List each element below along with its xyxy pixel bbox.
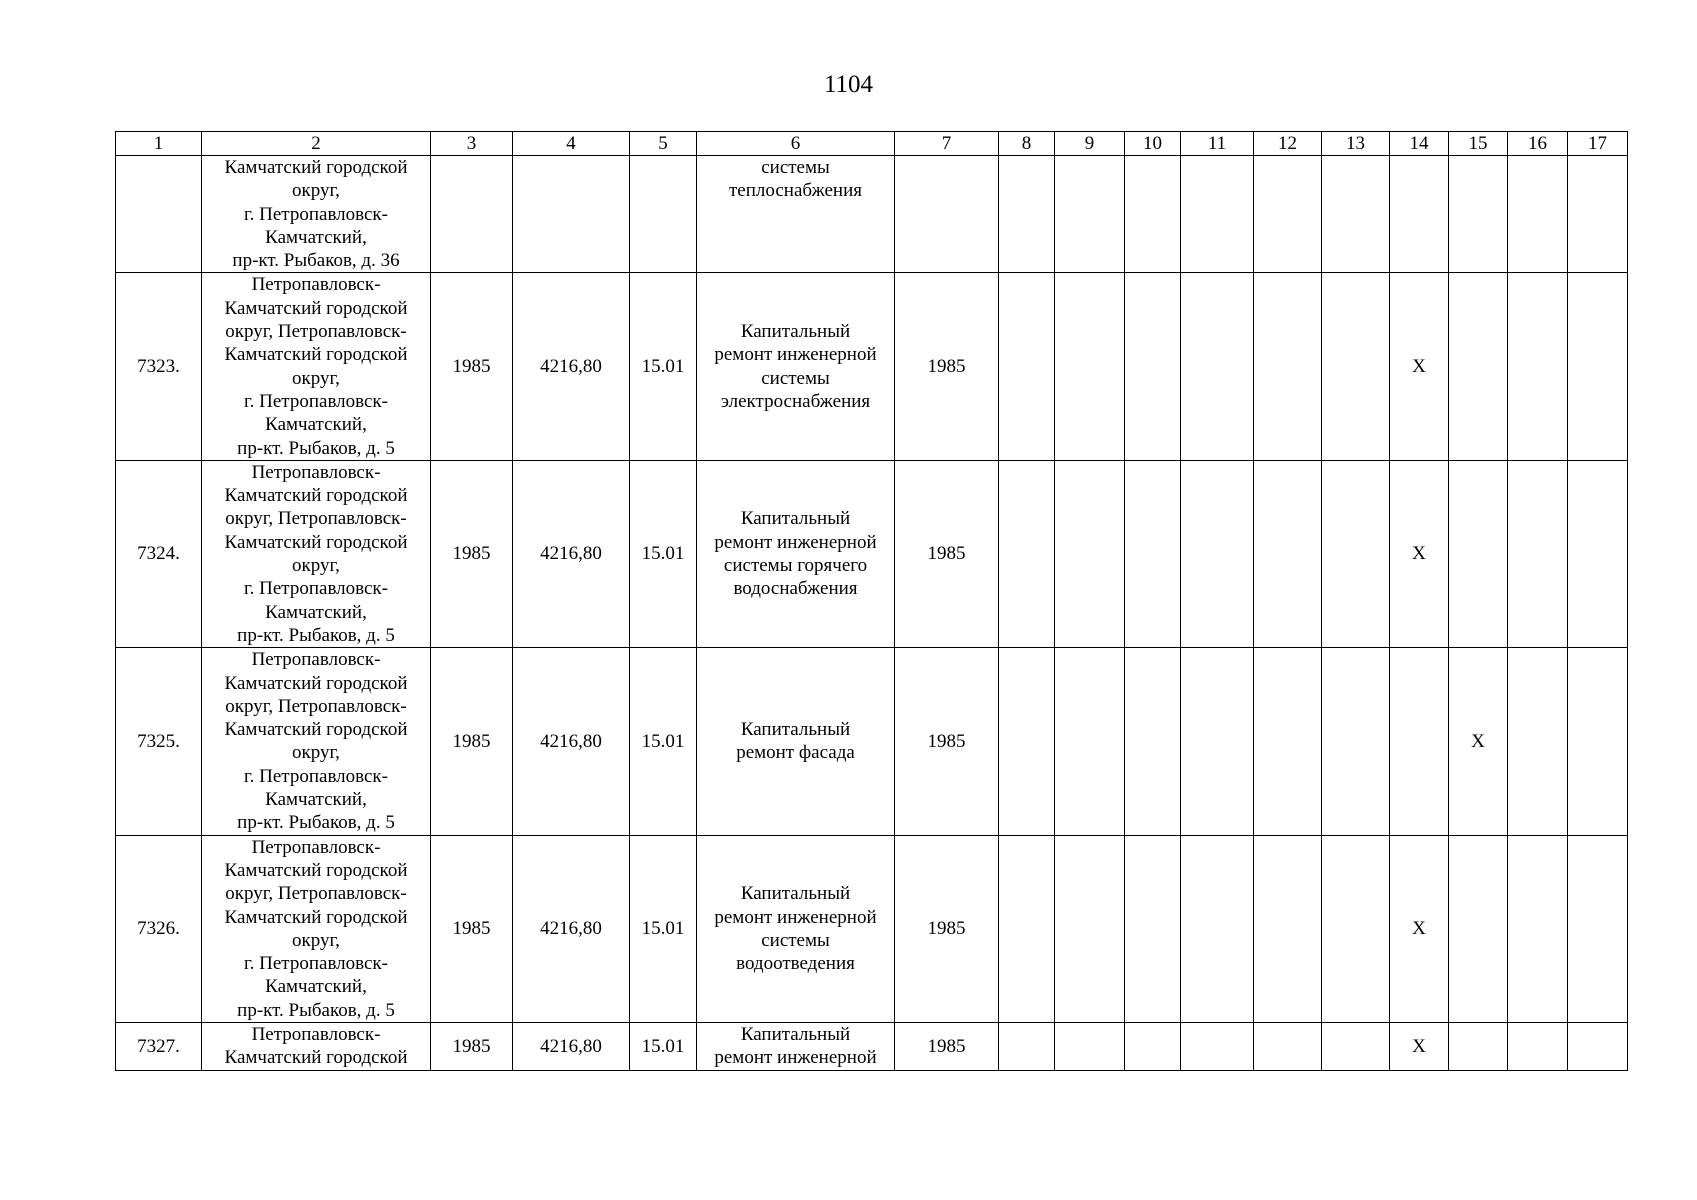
year-cell: 1985 bbox=[895, 460, 999, 647]
area-cell: 4216,80 bbox=[513, 1022, 630, 1070]
address-cell bbox=[202, 1022, 431, 1070]
address-cell-line: Петропавловск- bbox=[251, 461, 381, 483]
column-13-cell bbox=[1322, 460, 1390, 647]
address-cell bbox=[202, 835, 431, 1022]
column-header-17: 17 bbox=[1568, 132, 1628, 156]
column-8-cell bbox=[999, 156, 1055, 273]
work-type-cell-line: Капитальный bbox=[740, 321, 851, 343]
address-cell-line: Камчатский городской bbox=[224, 531, 408, 553]
address-cell-line: г. Петропавловск- bbox=[244, 203, 388, 225]
column-15-mark-cell bbox=[1449, 835, 1508, 1022]
address-cell-lines bbox=[202, 273, 430, 459]
column-9-cell bbox=[1055, 273, 1125, 460]
column-13-cell bbox=[1322, 648, 1390, 835]
work-type-cell-line: ремонт инженерной bbox=[714, 906, 877, 928]
work-type-cell-lines bbox=[697, 320, 894, 413]
work-type-cell-line: Капитальный bbox=[740, 1023, 851, 1045]
column-16-cell bbox=[1508, 1022, 1568, 1070]
column-16-cell bbox=[1508, 460, 1568, 647]
year-cell: 1985 bbox=[895, 1022, 999, 1070]
address-cell-lines bbox=[202, 1023, 430, 1070]
work-type-cell-lines bbox=[697, 1023, 894, 1070]
column-12-cell bbox=[1254, 460, 1322, 647]
column-16-cell bbox=[1508, 835, 1568, 1022]
work-type-cell-line: системы bbox=[761, 367, 830, 389]
column-14-mark-cell: X bbox=[1390, 835, 1449, 1022]
work-type-cell-line: теплоснабжения bbox=[729, 180, 862, 202]
work-type-cell-line: системы горячего bbox=[723, 555, 868, 577]
work-code-cell: 15.01 bbox=[630, 273, 697, 460]
column-17-cell bbox=[1568, 273, 1628, 460]
address-cell-line: Камчатский городской bbox=[224, 485, 408, 507]
work-type-cell-lines bbox=[697, 718, 894, 765]
address-cell-line: округ, Петропавловск- bbox=[225, 883, 407, 905]
column-9-cell bbox=[1055, 648, 1125, 835]
column-9-cell bbox=[1055, 460, 1125, 647]
year-cell: 1985 bbox=[895, 273, 999, 460]
column-header-10: 10 bbox=[1125, 132, 1181, 156]
area-cell: 4216,80 bbox=[513, 835, 630, 1022]
column-15-mark-cell: X bbox=[1449, 648, 1508, 835]
work-type-cell-line: системы bbox=[761, 929, 830, 951]
work-code-cell: 15.01 bbox=[630, 460, 697, 647]
column-13-cell bbox=[1322, 156, 1390, 273]
address-cell-line: округ, bbox=[292, 929, 340, 951]
table-row bbox=[116, 648, 1628, 835]
work-type-cell-lines bbox=[697, 882, 894, 975]
work-type-cell-line: электроснабжения bbox=[720, 390, 871, 412]
address-cell-line: округ, bbox=[292, 555, 340, 577]
year-built-cell: 1985 bbox=[431, 648, 513, 835]
address-cell-line: округ, bbox=[292, 742, 340, 764]
row-number-cell bbox=[116, 156, 202, 273]
area-cell: 4216,80 bbox=[513, 273, 630, 460]
column-17-cell bbox=[1568, 835, 1628, 1022]
address-cell-line: Камчатский городской bbox=[224, 906, 408, 928]
address-cell-line: пр-кт. Рыбаков, д. 5 bbox=[237, 812, 395, 834]
table-row bbox=[116, 156, 1628, 273]
work-type-cell-line: водоснабжения bbox=[733, 578, 858, 600]
column-header-6: 6 bbox=[697, 132, 895, 156]
column-17-cell bbox=[1568, 1022, 1628, 1070]
column-8-cell bbox=[999, 835, 1055, 1022]
address-cell-line: Камчатский городской bbox=[224, 859, 408, 881]
work-type-cell-lines bbox=[697, 156, 894, 203]
address-cell-line: Камчатский, bbox=[265, 414, 367, 436]
work-type-cell-line: Капитальный bbox=[740, 719, 851, 741]
work-type-cell-line: Капитальный bbox=[740, 508, 851, 530]
year-built-cell: 1985 bbox=[431, 273, 513, 460]
data-table bbox=[115, 131, 1628, 1071]
column-11-cell bbox=[1181, 835, 1254, 1022]
column-15-mark-cell bbox=[1449, 460, 1508, 647]
address-cell-line: г. Петропавловск- bbox=[244, 765, 388, 787]
address-cell-line: Петропавловск- bbox=[251, 649, 381, 671]
address-cell-lines bbox=[202, 648, 430, 834]
work-type-cell-line: водоотведения bbox=[736, 953, 855, 975]
column-9-cell bbox=[1055, 835, 1125, 1022]
column-header-13: 13 bbox=[1322, 132, 1390, 156]
address-cell-line: Камчатский городской bbox=[224, 344, 408, 366]
address-cell-line: Петропавловск- bbox=[251, 274, 381, 296]
address-cell-line: округ, bbox=[292, 180, 340, 202]
address-cell-line: Камчатский, bbox=[265, 789, 367, 811]
column-17-cell bbox=[1568, 460, 1628, 647]
work-type-cell bbox=[697, 1022, 895, 1070]
address-cell-line: Петропавловск- bbox=[251, 1023, 381, 1045]
column-11-cell bbox=[1181, 460, 1254, 647]
address-cell-lines bbox=[202, 461, 430, 647]
address-cell-line: округ, Петропавловск- bbox=[225, 508, 407, 530]
address-cell-line: Камчатский городской bbox=[224, 297, 408, 319]
work-code-cell: 15.01 bbox=[630, 835, 697, 1022]
column-11-cell bbox=[1181, 1022, 1254, 1070]
area-cell bbox=[513, 156, 630, 273]
address-cell bbox=[202, 156, 431, 273]
table-row bbox=[116, 273, 1628, 460]
row-number-cell: 7324. bbox=[116, 460, 202, 647]
work-type-cell bbox=[697, 835, 895, 1022]
address-cell-line: Камчатский, bbox=[265, 601, 367, 623]
column-10-cell bbox=[1125, 460, 1181, 647]
work-type-cell-line: системы bbox=[761, 157, 830, 178]
column-15-mark-cell bbox=[1449, 1022, 1508, 1070]
area-cell: 4216,80 bbox=[513, 460, 630, 647]
column-10-cell bbox=[1125, 1022, 1181, 1070]
column-header-11: 11 bbox=[1181, 132, 1254, 156]
page-number: 1104 bbox=[823, 71, 874, 98]
column-12-cell bbox=[1254, 1022, 1322, 1070]
column-12-cell bbox=[1254, 273, 1322, 460]
column-14-mark-cell: X bbox=[1390, 273, 1449, 460]
address-cell-line: Камчатский, bbox=[265, 226, 367, 248]
column-14-mark-cell bbox=[1390, 156, 1449, 273]
column-11-cell bbox=[1181, 273, 1254, 460]
address-cell-line: пр-кт. Рыбаков, д. 5 bbox=[237, 999, 395, 1021]
work-code-cell: 15.01 bbox=[630, 648, 697, 835]
row-number-cell: 7325. bbox=[116, 648, 202, 835]
column-8-cell bbox=[999, 648, 1055, 835]
address-cell-line: г. Петропавловск- bbox=[244, 390, 388, 412]
column-header-7: 7 bbox=[895, 132, 999, 156]
column-header-1: 1 bbox=[116, 132, 202, 156]
work-type-cell-line: ремонт инженерной bbox=[714, 344, 877, 366]
address-cell-line: Петропавловск- bbox=[251, 836, 381, 858]
address-cell-line: г. Петропавловск- bbox=[244, 953, 388, 975]
column-9-cell bbox=[1055, 156, 1125, 273]
table-header bbox=[116, 132, 1628, 156]
column-8-cell bbox=[999, 273, 1055, 460]
column-14-mark-cell: X bbox=[1390, 1022, 1449, 1070]
column-8-cell bbox=[999, 1022, 1055, 1070]
address-cell bbox=[202, 273, 431, 460]
work-type-cell bbox=[697, 460, 895, 647]
column-16-cell bbox=[1508, 648, 1568, 835]
table-body bbox=[116, 156, 1628, 1071]
column-17-cell bbox=[1568, 156, 1628, 273]
work-type-cell-lines bbox=[697, 507, 894, 600]
column-header-2: 2 bbox=[202, 132, 431, 156]
address-cell-line: округ, bbox=[292, 367, 340, 389]
column-10-cell bbox=[1125, 835, 1181, 1022]
work-type-cell-line: ремонт инженерной bbox=[714, 1047, 877, 1069]
address-cell bbox=[202, 648, 431, 835]
column-header-16: 16 bbox=[1508, 132, 1568, 156]
work-type-cell bbox=[697, 648, 895, 835]
address-cell-lines bbox=[202, 156, 430, 272]
table-row bbox=[116, 1022, 1628, 1070]
work-type-cell-line: Капитальный bbox=[740, 883, 851, 905]
column-16-cell bbox=[1508, 273, 1568, 460]
column-9-cell bbox=[1055, 1022, 1125, 1070]
address-cell-line: пр-кт. Рыбаков, д. 36 bbox=[232, 250, 400, 272]
address-cell-line: пр-кт. Рыбаков, д. 5 bbox=[237, 437, 395, 459]
row-number-cell: 7327. bbox=[116, 1022, 202, 1070]
year-built-cell: 1985 bbox=[431, 460, 513, 647]
year-built-cell: 1985 bbox=[431, 835, 513, 1022]
address-cell bbox=[202, 460, 431, 647]
table-row bbox=[116, 835, 1628, 1022]
address-cell-line: Камчатский городской bbox=[224, 1047, 408, 1069]
column-header-15: 15 bbox=[1449, 132, 1508, 156]
year-cell: 1985 bbox=[895, 835, 999, 1022]
work-type-cell bbox=[697, 156, 895, 273]
area-cell: 4216,80 bbox=[513, 648, 630, 835]
column-header-9: 9 bbox=[1055, 132, 1125, 156]
column-13-cell bbox=[1322, 835, 1390, 1022]
header-row bbox=[116, 132, 1628, 156]
year-cell: 1985 bbox=[895, 648, 999, 835]
column-header-12: 12 bbox=[1254, 132, 1322, 156]
address-cell-line: округ, Петропавловск- bbox=[225, 321, 407, 343]
column-10-cell bbox=[1125, 156, 1181, 273]
row-number-cell: 7323. bbox=[116, 273, 202, 460]
column-header-3: 3 bbox=[431, 132, 513, 156]
work-type-cell bbox=[697, 273, 895, 460]
work-code-cell bbox=[630, 156, 697, 273]
address-cell-line: г. Петропавловск- bbox=[244, 578, 388, 600]
column-14-mark-cell: X bbox=[1390, 460, 1449, 647]
column-15-mark-cell bbox=[1449, 273, 1508, 460]
column-12-cell bbox=[1254, 835, 1322, 1022]
column-12-cell bbox=[1254, 156, 1322, 273]
column-11-cell bbox=[1181, 648, 1254, 835]
column-14-mark-cell bbox=[1390, 648, 1449, 835]
column-10-cell bbox=[1125, 273, 1181, 460]
column-12-cell bbox=[1254, 648, 1322, 835]
address-cell-line: Камчатский городской bbox=[224, 719, 408, 741]
address-cell-line: Камчатский, bbox=[265, 976, 367, 998]
address-cell-line: Камчатский городской bbox=[224, 157, 408, 178]
column-11-cell bbox=[1181, 156, 1254, 273]
address-cell-line: Камчатский городской bbox=[224, 672, 408, 694]
table-row bbox=[116, 460, 1628, 647]
column-8-cell bbox=[999, 460, 1055, 647]
column-17-cell bbox=[1568, 648, 1628, 835]
address-cell-lines bbox=[202, 836, 430, 1022]
column-header-4: 4 bbox=[513, 132, 630, 156]
column-10-cell bbox=[1125, 648, 1181, 835]
row-number-cell: 7326. bbox=[116, 835, 202, 1022]
work-code-cell: 15.01 bbox=[630, 1022, 697, 1070]
address-cell-line: округ, Петропавловск- bbox=[225, 695, 407, 717]
year-cell bbox=[895, 156, 999, 273]
column-16-cell bbox=[1508, 156, 1568, 273]
address-cell-line: пр-кт. Рыбаков, д. 5 bbox=[237, 624, 395, 646]
year-built-cell bbox=[431, 156, 513, 273]
column-header-8: 8 bbox=[999, 132, 1055, 156]
column-13-cell bbox=[1322, 273, 1390, 460]
column-15-mark-cell bbox=[1449, 156, 1508, 273]
column-header-14: 14 bbox=[1390, 132, 1449, 156]
column-13-cell bbox=[1322, 1022, 1390, 1070]
work-type-cell-line: ремонт инженерной bbox=[714, 531, 877, 553]
column-header-5: 5 bbox=[630, 132, 697, 156]
work-type-cell-line: ремонт фасада bbox=[736, 742, 855, 764]
year-built-cell: 1985 bbox=[431, 1022, 513, 1070]
